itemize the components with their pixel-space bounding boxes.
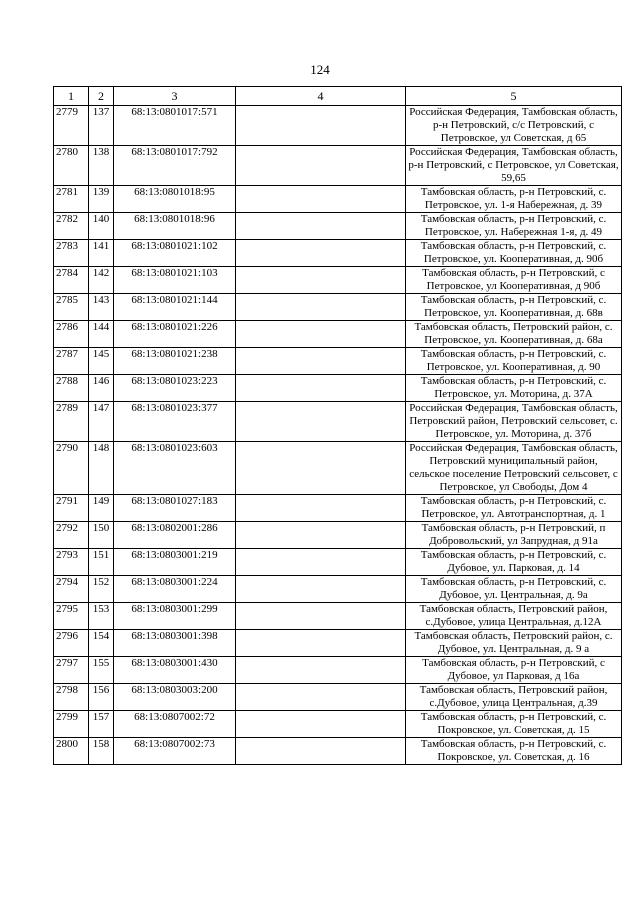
address-cell: Тамбовская область, Петровский район, с.Дубовое, улица Центральная, д.39 xyxy=(406,684,622,711)
column-4-cell xyxy=(236,442,406,495)
index-cell: 156 xyxy=(89,684,114,711)
record-number-cell: 2797 xyxy=(54,657,89,684)
index-cell: 142 xyxy=(89,267,114,294)
table-row xyxy=(54,294,622,321)
index-cell: 140 xyxy=(89,213,114,240)
index-cell: 151 xyxy=(89,549,114,576)
record-number-cell: 2779 xyxy=(54,106,89,146)
index-cell: 138 xyxy=(89,146,114,186)
column-4-cell xyxy=(236,348,406,375)
address-cell: Тамбовская область, р-н Петровский, с. Покровское, ул. Советская, д. 15 xyxy=(406,711,622,738)
column-4-cell xyxy=(236,240,406,267)
page-number: 124 xyxy=(310,62,330,77)
column-4-cell xyxy=(236,549,406,576)
column-4-cell xyxy=(236,186,406,213)
address-cell: Тамбовская область, р-н Петровский, с. Петровское, ул. Моторина, д. 37А xyxy=(406,375,622,402)
index-cell: 155 xyxy=(89,657,114,684)
index-cell: 137 xyxy=(89,106,114,146)
record-number-cell: 2782 xyxy=(54,213,89,240)
index-cell: 158 xyxy=(89,738,114,765)
header-col-4: 4 xyxy=(236,87,406,106)
address-cell: Тамбовская область, р-н Петровский, с. Дубовое, ул. Парковая, д. 14 xyxy=(406,549,622,576)
column-4-cell xyxy=(236,738,406,765)
table-row xyxy=(54,657,622,684)
address-cell: Тамбовская область, Петровский район, с. Дубовое, ул. Центральная, д. 9 а xyxy=(406,630,622,657)
address-cell: Тамбовская область, р-н Петровский, с. Покровское, ул. Советская, д. 16 xyxy=(406,738,622,765)
address-cell: Тамбовская область, р-н Петровский, с. Петровское, ул. Кооперативная, д. 90 xyxy=(406,348,622,375)
cadastral-number-cell: 68:13:0801023:223 xyxy=(114,375,236,402)
index-cell: 149 xyxy=(89,495,114,522)
column-4-cell xyxy=(236,603,406,630)
index-cell: 153 xyxy=(89,603,114,630)
column-4-cell xyxy=(236,321,406,348)
table-row xyxy=(54,738,622,765)
cadastral-number-cell: 68:13:0801021:102 xyxy=(114,240,236,267)
table-row xyxy=(54,522,622,549)
record-number-cell: 2781 xyxy=(54,186,89,213)
table-row xyxy=(54,684,622,711)
index-cell: 147 xyxy=(89,402,114,442)
table-row xyxy=(54,495,622,522)
cadastral-number-cell: 68:13:0803001:219 xyxy=(114,549,236,576)
table-body xyxy=(54,106,622,765)
cadastral-number-cell: 68:13:0803001:224 xyxy=(114,576,236,603)
column-4-cell xyxy=(236,576,406,603)
registry-table xyxy=(53,86,622,765)
column-4-cell xyxy=(236,657,406,684)
address-cell: Тамбовская область, Петровский район, с.Дубовое, улица Центральная, д.12А xyxy=(406,603,622,630)
cadastral-number-cell: 68:13:0803001:299 xyxy=(114,603,236,630)
column-4-cell xyxy=(236,213,406,240)
record-number-cell: 2780 xyxy=(54,146,89,186)
address-cell: Тамбовская область, р-н Петровский, с. Петровское, ул. 1-я Набережная, д. 39 xyxy=(406,186,622,213)
column-4-cell xyxy=(236,402,406,442)
table-row xyxy=(54,711,622,738)
address-cell: Российская Федерация, Тамбовская область, р-н Петровский, с/с Петровский, с Петровское, ул Советская, д 65 xyxy=(406,106,622,146)
table-row xyxy=(54,375,622,402)
index-cell: 146 xyxy=(89,375,114,402)
table-row xyxy=(54,240,622,267)
record-number-cell: 2793 xyxy=(54,549,89,576)
record-number-cell: 2785 xyxy=(54,294,89,321)
record-number-cell: 2783 xyxy=(54,240,89,267)
address-cell: Тамбовская область, р-н Петровский, с. Петровское, ул. Кооперативная, д. 90б xyxy=(406,240,622,267)
address-cell: Тамбовская область, р-н Петровский, с. Дубовое, ул. Центральная, д. 9а xyxy=(406,576,622,603)
record-number-cell: 2791 xyxy=(54,495,89,522)
address-cell: Тамбовская область, р-н Петровский, с Петровское, ул Кооперативная, д 90б xyxy=(406,267,622,294)
record-number-cell: 2794 xyxy=(54,576,89,603)
column-4-cell xyxy=(236,630,406,657)
record-number-cell: 2790 xyxy=(54,442,89,495)
table-row xyxy=(54,267,622,294)
column-4-cell xyxy=(236,684,406,711)
index-cell: 150 xyxy=(89,522,114,549)
table-row xyxy=(54,321,622,348)
index-cell: 145 xyxy=(89,348,114,375)
header-row xyxy=(54,87,622,106)
index-cell: 143 xyxy=(89,294,114,321)
index-cell: 144 xyxy=(89,321,114,348)
table-row xyxy=(54,442,622,495)
address-cell: Тамбовская область, р-н Петровский, п Добровольский, ул Запрудная, д 91а xyxy=(406,522,622,549)
table-row xyxy=(54,402,622,442)
cadastral-number-cell: 68:13:0801027:183 xyxy=(114,495,236,522)
record-number-cell: 2786 xyxy=(54,321,89,348)
table-row xyxy=(54,576,622,603)
column-4-cell xyxy=(236,294,406,321)
cadastral-number-cell: 68:13:0801021:144 xyxy=(114,294,236,321)
record-number-cell: 2798 xyxy=(54,684,89,711)
address-cell: Российская Федерация, Тамбовская область, Петровский муниципальный район, сельское поселение Петровский сельсовет, с Петровское, ул Свободы, Дом 4 xyxy=(406,442,622,495)
cadastral-number-cell: 68:13:0801021:238 xyxy=(114,348,236,375)
column-4-cell xyxy=(236,522,406,549)
cadastral-number-cell: 68:13:0801021:103 xyxy=(114,267,236,294)
cadastral-number-cell: 68:13:0803001:398 xyxy=(114,630,236,657)
cadastral-number-cell: 68:13:0801017:571 xyxy=(114,106,236,146)
table-row xyxy=(54,549,622,576)
index-cell: 139 xyxy=(89,186,114,213)
header-col-2: 2 xyxy=(89,87,114,106)
cadastral-number-cell: 68:13:0807002:72 xyxy=(114,711,236,738)
column-4-cell xyxy=(236,106,406,146)
table-row xyxy=(54,603,622,630)
column-4-cell xyxy=(236,495,406,522)
index-cell: 157 xyxy=(89,711,114,738)
cadastral-number-cell: 68:13:0801023:377 xyxy=(114,402,236,442)
table-header xyxy=(54,87,622,106)
index-cell: 154 xyxy=(89,630,114,657)
record-number-cell: 2788 xyxy=(54,375,89,402)
table-row xyxy=(54,106,622,146)
table-row xyxy=(54,213,622,240)
cadastral-number-cell: 68:13:0801021:226 xyxy=(114,321,236,348)
column-4-cell xyxy=(236,375,406,402)
header-col-3: 3 xyxy=(114,87,236,106)
table-row xyxy=(54,630,622,657)
table-row xyxy=(54,186,622,213)
record-number-cell: 2796 xyxy=(54,630,89,657)
table-row xyxy=(54,146,622,186)
address-cell: Российская Федерация, Тамбовская область, р-н Петровский, с Петровское, ул Советская, 59,65 xyxy=(406,146,622,186)
header-col-5: 5 xyxy=(406,87,622,106)
address-cell: Тамбовская область, р-н Петровский, с. Петровское, ул. Автотранспортная, д. 1 xyxy=(406,495,622,522)
record-number-cell: 2800 xyxy=(54,738,89,765)
cadastral-number-cell: 68:13:0801018:96 xyxy=(114,213,236,240)
cadastral-number-cell: 68:13:0807002:73 xyxy=(114,738,236,765)
cadastral-number-cell: 68:13:0802001:286 xyxy=(114,522,236,549)
address-cell: Тамбовская область, р-н Петровский, с. Петровское, ул. Кооперативная, д. 68в xyxy=(406,294,622,321)
cadastral-number-cell: 68:13:0801017:792 xyxy=(114,146,236,186)
record-number-cell: 2789 xyxy=(54,402,89,442)
index-cell: 141 xyxy=(89,240,114,267)
record-number-cell: 2795 xyxy=(54,603,89,630)
column-4-cell xyxy=(236,267,406,294)
record-number-cell: 2784 xyxy=(54,267,89,294)
address-cell: Тамбовская область, р-н Петровский, с. Петровское, ул. Набережная 1-я, д. 49 xyxy=(406,213,622,240)
table-row xyxy=(54,348,622,375)
index-cell: 148 xyxy=(89,442,114,495)
cadastral-number-cell: 68:13:0803003:200 xyxy=(114,684,236,711)
address-cell: Тамбовская область, р-н Петровский, с Дубовое, ул Парковая, д 16а xyxy=(406,657,622,684)
address-cell: Тамбовская область, Петровский район, с. Петровское, ул. Кооперативная, д. 68а xyxy=(406,321,622,348)
address-cell: Российская Федерация, Тамбовская область, Петровский район, Петровский сельсовет, с. Петровское, ул. Моторина, д. 37б xyxy=(406,402,622,442)
cadastral-number-cell: 68:13:0803001:430 xyxy=(114,657,236,684)
cadastral-number-cell: 68:13:0801023:603 xyxy=(114,442,236,495)
record-number-cell: 2787 xyxy=(54,348,89,375)
index-cell: 152 xyxy=(89,576,114,603)
column-4-cell xyxy=(236,711,406,738)
column-4-cell xyxy=(236,146,406,186)
record-number-cell: 2792 xyxy=(54,522,89,549)
cadastral-number-cell: 68:13:0801018:95 xyxy=(114,186,236,213)
record-number-cell: 2799 xyxy=(54,711,89,738)
header-col-1: 1 xyxy=(54,87,89,106)
